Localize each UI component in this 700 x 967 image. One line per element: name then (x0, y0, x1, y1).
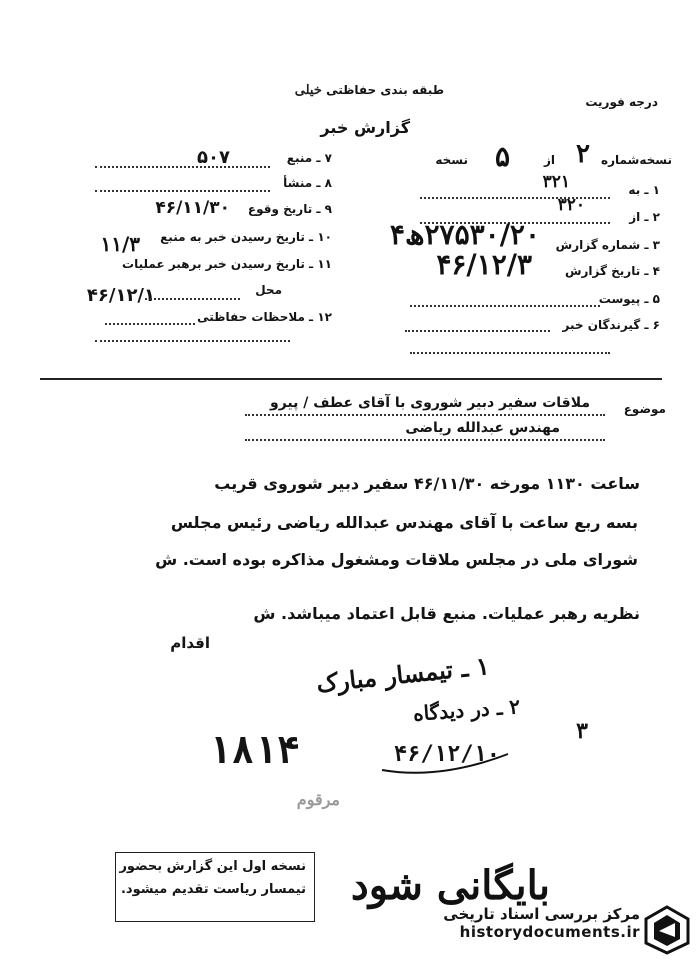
annotation-number: ۱۸۱۴ (208, 728, 300, 772)
field-7-value: ۵۰۷ (197, 147, 230, 168)
copy-number-label: نسخه‌شماره (601, 153, 672, 167)
date-underline-icon (380, 748, 510, 778)
copy-of-label: از (543, 153, 555, 167)
field-3-label: ۳ ـ شماره گزارش (555, 238, 660, 252)
urgency-label: درجه فوریت (585, 95, 658, 109)
body-line-1: ساعت ۱۱۳۰ مورخه ۴۶/۱۱/۳۰ سفیر دبیر شوروی قریب (214, 474, 640, 493)
field-5-line (410, 305, 600, 307)
archive-logo-icon (644, 905, 690, 955)
body-line-4: نظریه رهبر عملیات. منبع قابل اعتماد میباشد. ش (253, 604, 640, 623)
field-4-label: ۴ ـ تاریخ گزارش (564, 264, 660, 278)
watermark-title: مرکز بررسی اسناد تاریخی (443, 905, 640, 923)
annotation-note-1: ۱ ـ تیمسار مبارک (315, 651, 492, 698)
classification-label: طبقه بندی حفاظتی خیلی (294, 83, 444, 98)
annotation-date: ۴۶/۱۲/۱۰ (394, 742, 500, 767)
field-12-label: ۱۲ ـ ملاحظات حفاظتی (197, 310, 332, 324)
instruction-box-line-2: تیمسار ریاست تقدیم میشود. (120, 882, 306, 897)
annotation-faint: مرقوم (296, 790, 340, 809)
field-6-line (405, 330, 550, 332)
subject-line-2: مهندس عبدالله ریاضی (405, 420, 560, 436)
page-title: گزارش خبر (320, 118, 410, 137)
field-11-label: ۱۱ ـ تاریخ رسیدن خبر برهبر عملیات (122, 257, 332, 271)
field-8-label: ۸ ـ منشأ (283, 176, 332, 190)
body-line-2: بسه ربع ساعت با آقای مهندس عبدالله ریاضی رئیس مجلس (170, 513, 638, 532)
subject-line-2-dots (245, 439, 605, 441)
field-8-line (95, 190, 270, 192)
field-7-line (95, 166, 270, 168)
field-3-value: ۲۷۵۳۰/۲۰ھ۴ (389, 218, 540, 251)
watermark-url: historydocuments.ir (459, 923, 640, 941)
field-2-value: ۳۲۰ (557, 195, 585, 215)
field-11-line (145, 298, 240, 300)
field-4-value: ۴۶/۱۲/۳ (436, 248, 532, 281)
field-1-label: ۱ ـ به (628, 183, 660, 197)
instruction-box (115, 852, 315, 922)
field-5-label: ۵ ـ پیوست (598, 292, 660, 306)
divider (40, 378, 662, 380)
field-10-label: ۱۰ ـ تاریخ رسیدن خبر به منبع (160, 230, 332, 244)
annotation-note-2: ۲ ـ در دیدگاه (412, 694, 521, 726)
field-10-value: ۱۱/۳ (100, 232, 140, 256)
copy-total-value: ۵ (494, 140, 510, 173)
annotation-note-3: ۳ (576, 718, 588, 744)
field-12-line-2 (95, 340, 290, 342)
body-line-5: اقدام (170, 634, 210, 652)
subject-line-1-dots (245, 414, 605, 416)
watermark (443, 905, 640, 941)
archive-note: بایگانی شود (350, 862, 550, 909)
field-7-label: ۷ ـ منبع (286, 151, 332, 165)
classification-stamp: خیلی (294, 83, 322, 98)
field-6-label: ۶ ـ گیرندگان خبر (562, 318, 660, 332)
copy-word: نسخه (435, 153, 468, 167)
subject-label: موضوع (623, 402, 666, 416)
field-11-place-label: محل (255, 283, 282, 297)
body-line-3: شورای ملی در مجلس ملاقات ومشغول مذاکره بوده است. ش (155, 550, 638, 569)
field-9-label: ۹ ـ تاریخ وقوع (247, 202, 332, 216)
copy-number-value: ۲ (576, 139, 590, 169)
instruction-box-line-1: نسخه اول این گزارش بحضور (119, 859, 306, 874)
field-2-label: ۲ ـ از (629, 210, 660, 224)
field-12-line (105, 323, 195, 325)
field-11-value: ۴۶/۱۲/۱ (86, 285, 155, 306)
field-1-value: ۳۲۱ (542, 172, 570, 192)
field-6-line-2 (410, 352, 610, 354)
subject-line-1: ملاقات سفیر دبیر شوروی با آقای عطف / پیرو (270, 395, 590, 411)
field-9-value: ۴۶/۱۱/۳۰ (155, 198, 230, 218)
